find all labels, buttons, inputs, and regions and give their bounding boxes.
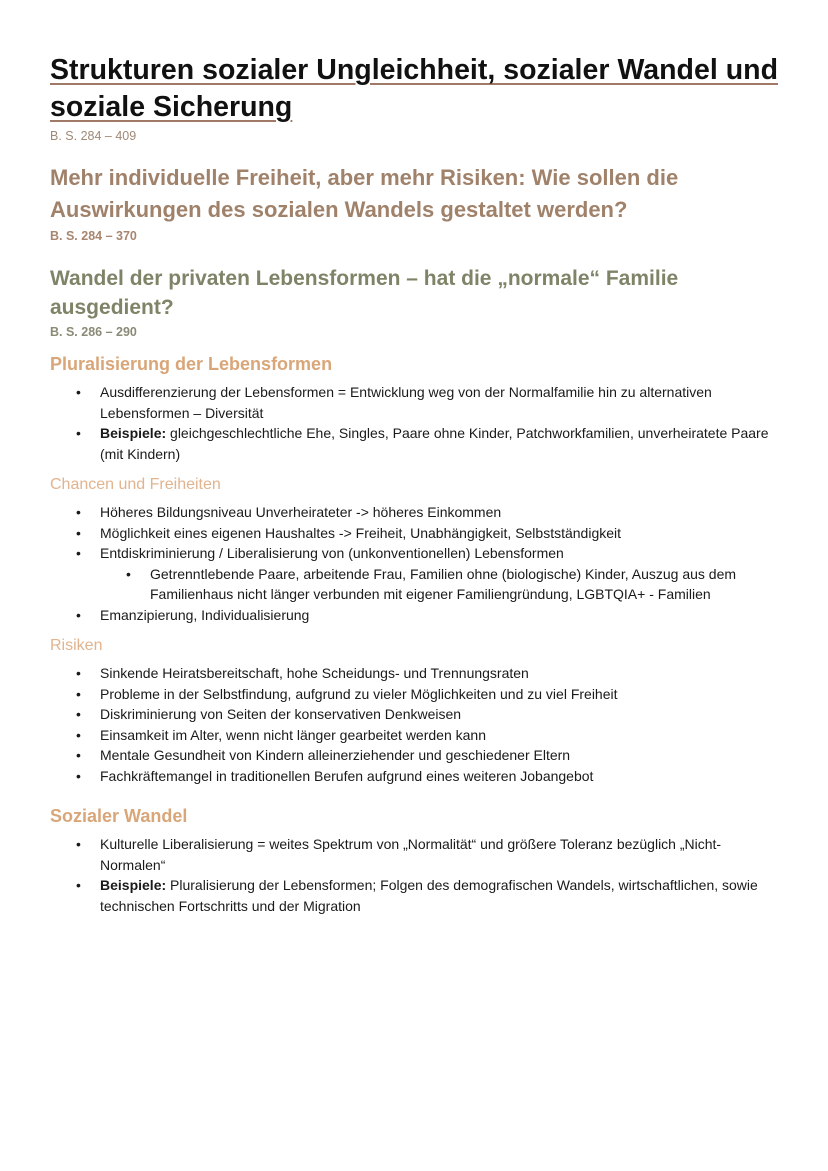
document-title: Strukturen sozialer Ungleichheit, sozialer Wandel und soziale Sicherung <box>50 54 778 123</box>
bullet-icon: • <box>76 524 81 541</box>
bullet-icon: • <box>76 836 81 852</box>
bullet-icon: • <box>76 706 81 722</box>
pluralisierung-heading: Pluralisierung der Lebensformen <box>50 354 333 374</box>
bullet-icon: • <box>76 877 81 893</box>
subsection-page-reference: B. S. 286 – 290 <box>50 325 137 339</box>
list-item: • Ausdifferenzierung der Lebensformen = Entwicklung weg von der Normalfamilie hin zu alternativen Lebensformen – Diversität <box>76 384 712 421</box>
list-item: • Möglichkeit eines eigenen Haushaltes -> Freiheit, Unabhängigkeit, Selbstständigkeit <box>50 523 778 544</box>
chancen-list-continued <box>50 605 778 626</box>
list-item: • Beispiele: gleichgeschlechtliche Ehe, Singles, Paare ohne Kinder, Patchworkfamilien, unverheiratete Paare (mit Kindern) <box>76 425 769 462</box>
list-item: • Höheres Bildungsniveau Unverheirateter -> höheres Einkommen <box>50 502 778 523</box>
list-item: • Fachkräftemangel in traditionellen Berufen aufgrund eines weiteren Jobangebot <box>50 766 778 787</box>
list-item: • Diskriminierung von Seiten der konservativen Denkweisen <box>50 704 778 725</box>
bullet-icon: • <box>76 384 81 400</box>
list-item: • Kulturelle Liberalisierung = weites Spektrum von „Normalität“ und größere Toleranz bezüglich „Nicht-Normalen“ <box>76 836 722 873</box>
bullet-icon: • <box>76 767 81 784</box>
list-item: • Emanzipierung, Individualisierung <box>50 605 778 626</box>
risiken-list <box>50 663 778 786</box>
chancen-heading: Chancen und Freiheiten <box>50 476 221 493</box>
bullet-icon: • <box>76 747 81 763</box>
wandel-list <box>50 834 778 916</box>
bullet-icon: • <box>76 665 81 681</box>
risiken-heading: Risiken <box>50 637 103 654</box>
chancen-list <box>50 502 778 564</box>
list-item: • Einsamkeit im Alter, wenn nicht länger gearbeitet werden kann <box>50 725 778 746</box>
bullet-icon: • <box>76 425 81 441</box>
list-item: • Entdiskriminierung / Liberalisierung von (unkonventionellen) Lebensformen <box>50 543 778 564</box>
bullet-icon: • <box>76 726 81 743</box>
list-item: • Beispiele: Pluralisierung der Lebensformen; Folgen des demografischen Wandels, wirtschaftlichen, sowie technischen Fortschritts und der Migration <box>76 877 758 914</box>
section-heading: Mehr individuelle Freiheit, aber mehr Risiken: Wie sollen die Auswirkungen des sozialen Wandels gestaltet werden? <box>50 165 679 222</box>
bullet-icon: • <box>76 685 81 702</box>
wandel-heading: Sozialer Wandel <box>50 806 188 826</box>
bullet-icon: • <box>76 504 81 520</box>
examples-label: Beispiele: <box>100 877 167 893</box>
list-item: • Probleme in der Selbstfindung, aufgrund zu vieler Möglichkeiten und zu viel Freiheit <box>50 684 778 705</box>
list-item: • Getrenntlebende Paare, arbeitende Frau, Familien ohne (biologische) Kinder, Auszug aus dem Familienhaus nicht länger verbunden mit eigener Familiengründung, LGBTQIA+ - Familien <box>126 565 737 602</box>
pluralisierung-list <box>50 382 778 464</box>
chancen-sublist <box>50 564 778 605</box>
bullet-icon: • <box>76 545 81 561</box>
subsection-heading: Wandel der privaten Lebensformen – hat die „normale“ Familie ausgedient? <box>50 267 679 319</box>
bullet-icon: • <box>126 565 131 582</box>
list-item: • Sinkende Heiratsbereitschaft, hohe Scheidungs- und Trennungsraten <box>50 663 778 684</box>
section-page-reference: B. S. 284 – 370 <box>50 229 137 243</box>
bullet-icon: • <box>76 606 81 623</box>
title-page-reference: B. S. 284 – 409 <box>50 129 137 143</box>
list-item: • Mentale Gesundheit von Kindern alleinerziehender und geschiedener Eltern <box>50 745 778 766</box>
examples-label: Beispiele: <box>100 425 167 441</box>
